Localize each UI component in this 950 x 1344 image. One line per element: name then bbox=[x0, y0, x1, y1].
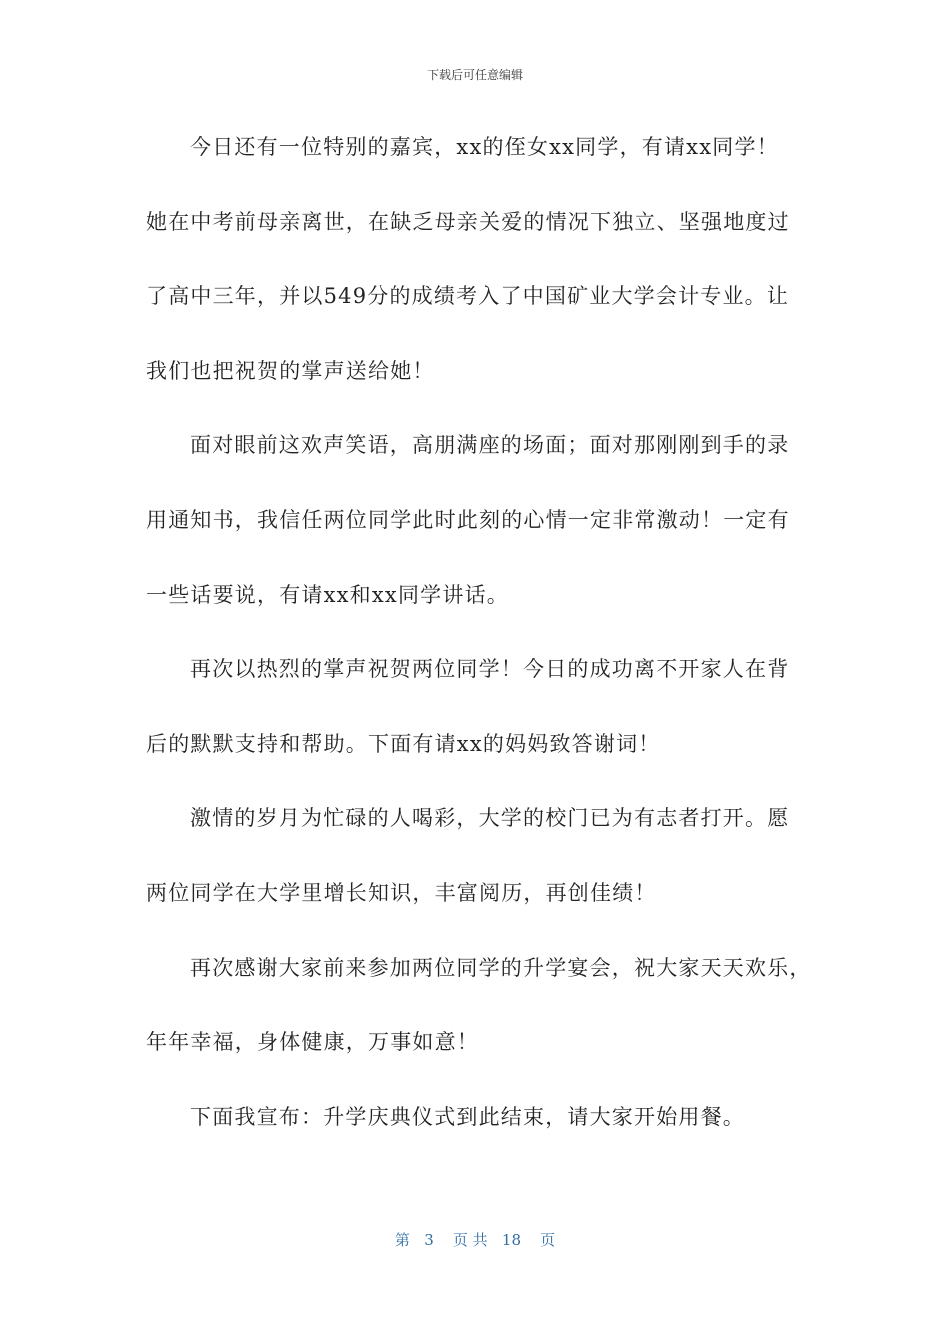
paragraph-line: 再次以热烈的掌声祝贺两位同学！今日的成功离不开家人在背 bbox=[190, 657, 790, 682]
footer-middle: 页 共 bbox=[452, 1231, 488, 1249]
paragraph-line: 年年幸福，身体健康，万事如意！ bbox=[146, 1030, 479, 1055]
footer-page-number: 3 bbox=[424, 1231, 434, 1249]
footer-suffix: 页 bbox=[540, 1231, 556, 1249]
paragraph-line: 一些话要说，有请xx和xx同学讲话。 bbox=[146, 582, 509, 607]
paragraph-line: 下面我宣布：升学庆典仪式到此结束，请大家开始用餐。 bbox=[190, 1104, 745, 1129]
paragraph-line: 后的默默支持和帮助。下面有请xx的妈妈致答谢词！ bbox=[146, 731, 661, 756]
document-body bbox=[146, 128, 812, 1172]
paragraph-line: 了高中三年，并以549分的成绩考入了中国矿业大学会计专业。让 bbox=[146, 284, 790, 309]
paragraph-line: 她在中考前母亲离世，在缺乏母亲关爱的情况下独立、坚强地度过 bbox=[146, 209, 790, 234]
footer-total-pages: 18 bbox=[501, 1231, 522, 1249]
page-header-note: 下载后可任意编辑 bbox=[426, 68, 523, 82]
paragraph-line: 激情的岁月为忙碌的人喝彩，大学的校门已为有志者打开。愿 bbox=[190, 806, 790, 831]
page-footer bbox=[0, 1229, 950, 1250]
paragraph-line: 再次感谢大家前来参加两位同学的升学宴会，祝大家天天欢乐， bbox=[190, 955, 812, 980]
paragraph-line: 面对眼前这欢声笑语，高朋满座的场面；面对那刚刚到手的录 bbox=[190, 433, 790, 458]
paragraph-line: 两位同学在大学里增长知识，丰富阅历，再创佳绩！ bbox=[146, 880, 657, 905]
footer-prefix: 第 bbox=[394, 1231, 410, 1249]
paragraph-line: 今日还有一位特别的嘉宾，xx的侄女xx同学，有请xx同学！ bbox=[190, 135, 779, 159]
paragraph-line: 用通知书，我信任两位同学此时此刻的心情一定非常激动！一定有 bbox=[146, 507, 790, 532]
paragraph-line: 我们也把祝贺的掌声送给她！ bbox=[146, 358, 435, 383]
